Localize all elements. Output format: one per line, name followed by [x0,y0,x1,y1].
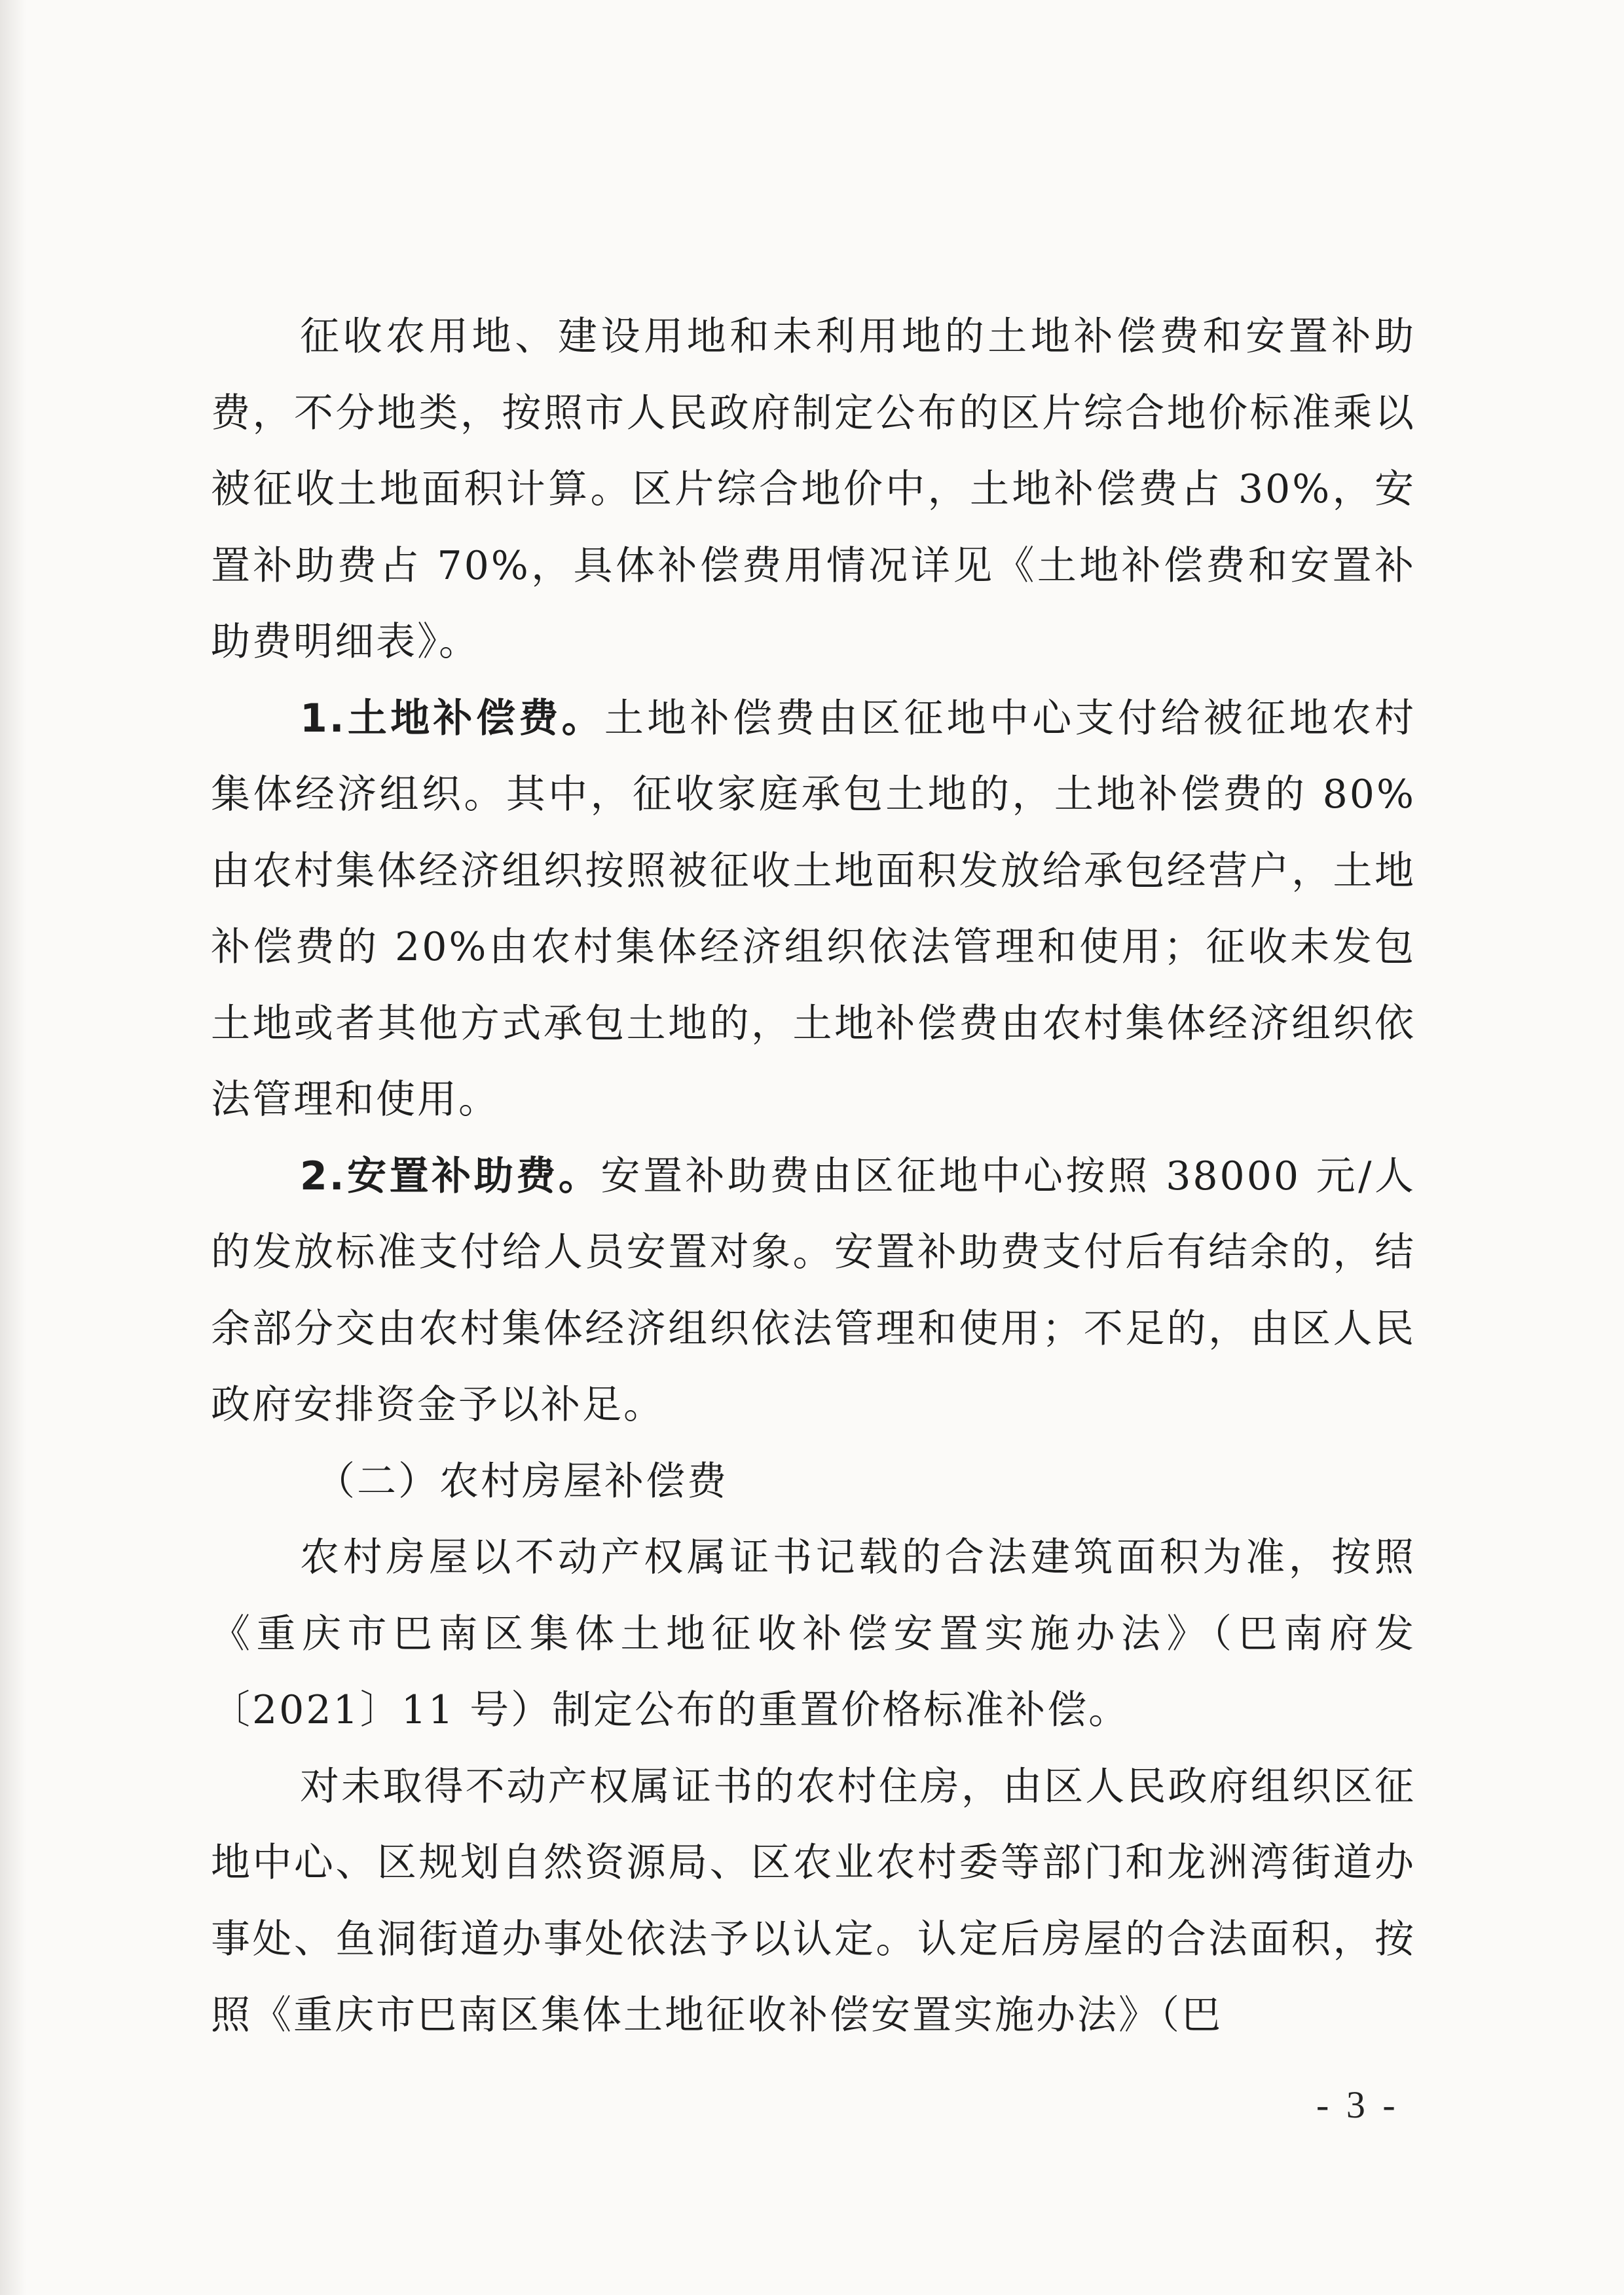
paragraph-text: 农村房屋以不动产权属证书记载的合法建筑面积为准，按照《重庆市巴南区集体土地征收补偿安置实施办法》（巴南府发〔2021〕11 号）制定公布的重置价格标准补偿。 [211,1535,1416,1733]
item-heading-land-compensation: 1.土地补偿费。 [300,695,604,741]
paragraph-land-compensation [211,681,1416,1138]
page-fold-shadow [0,0,26,2295]
paragraph-text: 征收农用地、建设用地和未利用地的土地补偿费和安置补助费，不分地类，按照市人民政府制定公布的区片综合地价标准乘以被征收土地面积计算。区片综合地价中，土地补偿费占 30%，安置补助费占 70%，具体补偿费用情况详见《土地补偿费和安置补助费明细表》。 [211,314,1416,665]
section-heading-text: （二）农村房屋补偿费 [316,1458,728,1504]
paragraph-rural-housing-standard [211,1520,1416,1749]
paragraph-text: 安置补助费由区征地中心按照 38000 元/人的发放标准支付给人员安置对象。安置补助费支付后有结余的，结余部分交由农村集体经济组织依法管理和使用；不足的，由区人民政府安排资金予以补足。 [211,1153,1416,1428]
section-heading-rural-housing [211,1444,1416,1520]
document-body [211,299,1416,2054]
paragraph-text: 土地补偿费由区征地中心支付给被征地农村集体经济组织。其中，征收家庭承包土地的，土地补偿费的 80%由农村集体经济组织按照被征收土地面积发放给承包经营户，土地补偿费的 20%由农村集体经济组织依法管理和使用；征收未发包土地或者其他方式承包土地的，土地补偿费由农村集体经济组织依法管理和使用。 [211,695,1416,1123]
paragraph-uncertified-housing [211,1749,1416,2054]
item-heading-resettlement-subsidy: 2.安置补助费。 [300,1153,601,1199]
paragraph-compensation-overview [211,299,1416,681]
paragraph-text: 对未取得不动产权属证书的农村住房，由区人民政府组织区征地中心、区规划自然资源局、区农业农村委等部门和龙洲湾街道办事处、鱼洞街道办事处依法予以认定。认定后房屋的合法面积，按照《重庆市巴南区集体土地征收补偿安置实施办法》（巴 [211,1763,1416,2038]
page-number: - 3 - [1316,2083,1399,2126]
paragraph-resettlement-subsidy [211,1138,1416,1444]
